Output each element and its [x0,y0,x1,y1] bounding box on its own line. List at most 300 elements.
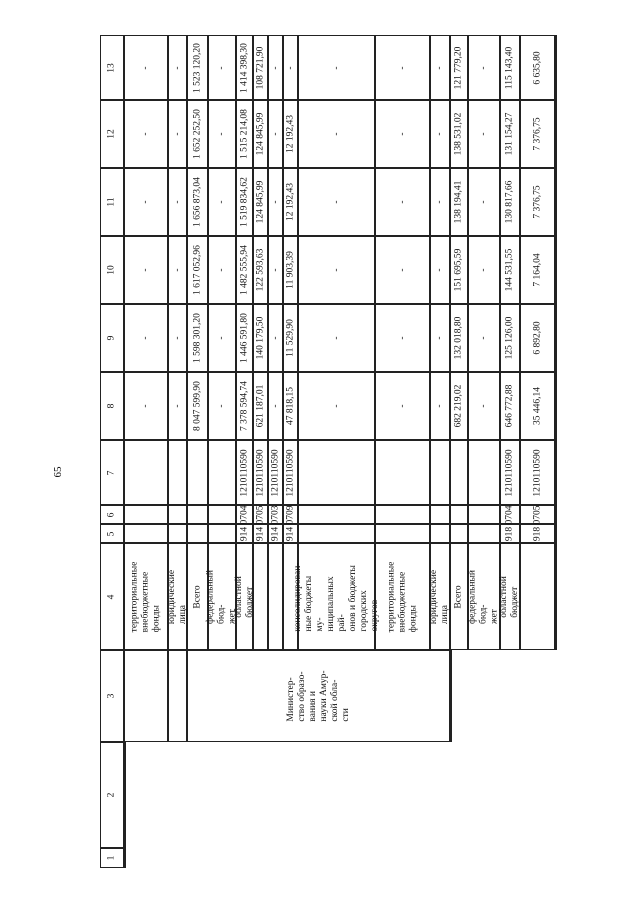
row-3-col-9 [208,304,236,372]
row-6-col-10 [268,236,283,304]
row-15-col-5 [555,524,557,543]
row-12-col-10-text: - [478,268,489,272]
row-0-col-13 [124,35,168,100]
header-col-5 [100,524,124,543]
row-8-col-10-text: - [331,268,341,272]
row-3-col-7 [208,440,236,505]
row-4-col-5 [236,524,253,543]
row-8-col-12 [298,100,375,168]
header-col-4-text: 4 [106,594,117,599]
row-10-col-11-text: - [434,200,445,204]
row-3-col-4 [205,543,238,650]
row-11-col-7 [450,440,468,505]
row-8-col-5 [298,524,375,543]
row-0-col-11-text: - [140,200,151,204]
row-1-col-10-text: - [172,268,182,272]
row-4-col-5-text: 914 [239,526,249,541]
row-12-col-8 [468,372,500,440]
row-6-col-6-text: 0703 [270,505,280,524]
row-14-col-6 [520,505,555,524]
row-7-col-8-text: 47 818,15 [285,387,295,425]
row-15-col-6 [555,505,557,524]
row-7-col-11-text: 12 192,43 [285,183,295,221]
row-13-col-11-text: 130 817,66 [504,180,515,224]
row-0-col-12 [124,100,168,168]
row-6-col-5 [268,524,283,543]
row-2-col-8 [187,372,208,440]
row-3-col-11 [208,168,236,236]
row-11-col-10-text: 151 695,59 [453,248,464,292]
row-5-col-7-text: 1210110590 [255,448,265,497]
row-3-col-6 [208,505,236,524]
row-11-col-13-text: 121 779,20 [453,46,464,89]
row-12-col-13-text: - [478,65,489,70]
row-1-col-4-text: юридические лица [166,569,188,624]
row-14-col-8 [520,372,555,440]
row-10-col-10-text: - [434,268,445,272]
row-5-col-5-text: 914 [255,526,265,541]
row-9-col-11-text: - [397,200,407,204]
row-5-col-9-text: 140 179,50 [255,316,265,360]
row-4-col-11-text: 1 519 834,62 [239,177,249,227]
row-14-col-9 [520,304,555,372]
row-12-col-8-text: - [478,404,489,408]
ministry-health [450,650,452,742]
row-7-col-12 [283,100,298,168]
row-9-col-4 [375,543,430,650]
row-14-col-5-text: 918 [532,526,542,541]
row-13-col-7 [500,440,520,505]
header-col-2 [100,742,124,848]
row-11-col-9 [450,304,468,372]
row-15-col-9 [555,304,557,372]
header-col-6 [100,505,124,524]
row-3-col-12-text: - [216,132,227,136]
row-6-col-12-text: - [270,132,280,136]
row-4-col-11 [236,168,253,236]
row-6-col-12 [268,100,283,168]
row-2-col-11 [187,168,208,236]
row-10-col-4-text: юридические лица [429,569,450,624]
row-11-col-11 [450,168,468,236]
row-4-col-4-text: областной бюджет [233,575,255,618]
col-1-body [124,848,126,868]
header-col-7 [100,440,124,505]
row-12-col-4 [468,543,500,650]
row-14-col-9-text: 6 892,80 [532,321,542,355]
row-12-col-11-text: - [478,200,489,204]
row-2-col-12 [187,100,208,168]
row-2-col-5 [187,524,208,543]
row-6-col-5-text: 914 [270,526,280,541]
row-12-col-9-text: - [478,336,489,340]
row-13-col-13-text: 115 143,40 [504,46,515,89]
header-col-4 [100,543,124,650]
row-8-col-13 [298,35,375,100]
row-0-col-12-text: - [140,132,151,136]
row-2-col-9 [187,304,208,372]
row-10-col-8-text: - [434,404,445,408]
row-12-col-4-text: федеральный бюд- жет [467,569,500,624]
row-11-col-9-text: 132 018,80 [453,316,464,360]
row-14-col-12 [520,100,555,168]
row-10-col-8 [430,372,450,440]
row-13-col-6 [500,505,520,524]
row-11-col-4 [450,543,468,650]
header-col-10 [100,236,124,304]
row-2-col-11-text: 1 656 873,04 [192,177,202,227]
row-9-col-13 [375,35,430,100]
row-4-col-13 [236,35,253,100]
row-5-col-4 [253,543,268,650]
row-7-col-6-text: 0709 [285,505,295,524]
row-12-col-12-text: - [478,132,489,136]
row-5-col-9 [253,304,268,372]
row-0-col-10 [124,236,168,304]
row-4-col-10-text: 1 482 555,94 [239,245,249,295]
row-0-col-9-text: - [140,336,151,340]
row-14-col-10-text: 7 164,04 [532,253,542,287]
row-15-col-4-text: ные бюджеты [555,575,557,631]
ministry-cell-prev [124,650,168,742]
row-0-col-10-text: - [140,268,151,272]
row-11-col-13 [450,35,468,100]
row-9-col-10 [375,236,430,304]
row-10-col-7 [430,440,450,505]
row-1-col-12 [168,100,187,168]
header-col-9 [100,304,124,372]
row-5-col-11-text: 124 845,99 [255,180,265,224]
row-11-col-12-text: 138 531,02 [453,112,464,156]
row-2-col-9-text: 1 598 301,20 [192,313,202,363]
row-12-col-13 [468,35,500,100]
header-col-6-text: 6 [106,512,117,517]
row-11-col-5 [450,524,468,543]
row-7-col-5 [283,524,298,543]
row-6-col-13 [268,35,283,100]
row-3-col-10 [208,236,236,304]
row-5-col-13-text: 108 721,90 [255,46,265,89]
row-0-col-8 [124,372,168,440]
row-3-col-8 [208,372,236,440]
row-8-col-11-text: - [331,200,341,204]
header-col-13 [100,35,124,100]
row-12-col-5 [468,524,500,543]
row-0-col-4-text: территориальные внебюджетные фонды [129,561,162,632]
row-2-col-8-text: 8 047 599,90 [192,381,202,431]
row-10-col-6 [430,505,450,524]
row-2-col-7 [187,440,208,505]
col-2-body [124,742,126,848]
row-8-col-4 [292,543,380,650]
row-13-col-7-text: 1210110590 [504,448,515,497]
row-13-col-8 [500,372,520,440]
row-8-col-11 [298,168,375,236]
row-10-col-9 [430,304,450,372]
row-13-col-8-text: 646 772,88 [504,384,515,428]
row-9-col-5 [375,524,430,543]
row-1-col-6 [168,505,187,524]
row-7-col-11 [283,168,298,236]
row-13-col-12-text: 131 154,27 [504,112,515,156]
row-2-col-10-text: 1 617 052,96 [192,245,202,295]
row-11-col-11-text: 138 194,41 [453,180,464,224]
row-0-col-11 [124,168,168,236]
row-1-col-5 [168,524,187,543]
ministry-education-text: Министер- ство образо- вания и науки Амур- ской обла- сти [285,670,351,722]
row-6-col-8 [268,372,283,440]
row-6-col-7-text: 1210110590 [270,448,280,497]
row-15-col-11 [555,168,557,236]
row-10-col-10 [430,236,450,304]
row-14-col-7-text: 1210110590 [532,448,542,497]
row-15-col-11-text [555,200,557,203]
row-10-col-11 [430,168,450,236]
row-6-col-13-text: - [270,65,280,70]
row-14-col-13 [520,35,555,100]
row-11-col-8-text: 682 219,02 [453,384,464,428]
row-15-col-8 [555,372,557,440]
row-9-col-4-text: территориальные внебюджетные фонды [386,561,418,632]
row-7-col-5-text: 914 [285,526,295,541]
row-8-col-7 [298,440,375,505]
header-col-3-text: 3 [106,693,117,699]
row-6-col-7 [268,440,283,505]
row-11-col-12 [450,100,468,168]
row-4-col-13-text: 1 414 398,30 [239,42,249,93]
row-4-col-8 [236,372,253,440]
row-14-col-12-text: 7 376,75 [532,117,542,151]
row-11-col-6 [450,505,468,524]
row-9-col-9 [375,304,430,372]
row-15-col-4 [555,543,557,650]
row-12-col-6 [468,505,500,524]
row-8-col-6 [298,505,375,524]
row-1-col-13 [168,35,187,100]
row-1-col-9 [168,304,187,372]
row-15-col-12 [555,100,557,168]
header-col-11 [100,168,124,236]
header-col-2-text: 2 [106,792,117,798]
row-9-col-8-text: - [397,404,407,408]
row-3-col-12 [208,100,236,168]
ministry-health-text [450,674,452,718]
row-12-col-7 [468,440,500,505]
row-1-col-8 [168,372,187,440]
row-4-col-7-text: 1210110590 [239,448,249,497]
row-6-col-8-text: - [270,404,280,408]
row-5-col-8 [253,372,268,440]
row-10-col-13-text: - [434,65,445,70]
row-14-col-6-text: 0705 [532,505,542,524]
row-3-col-5 [208,524,236,543]
row-5-col-12 [253,100,268,168]
row-10-col-5 [430,524,450,543]
row-7-col-9-text: 11 529,90 [285,319,295,357]
row-14-col-13-text: 6 635,80 [532,50,542,85]
row-12-col-9 [468,304,500,372]
row-4-col-4 [233,543,255,650]
row-14-col-8-text: 35 446,14 [532,387,542,425]
row-5-col-6 [253,505,268,524]
row-7-col-9 [283,304,298,372]
row-11-col-10 [450,236,468,304]
row-3-col-8-text: - [216,404,227,408]
row-9-col-8 [375,372,430,440]
row-6-col-9-text: - [270,336,280,340]
row-13-col-10 [500,236,520,304]
row-15-col-9-text [555,336,557,339]
row-2-col-13 [187,35,208,100]
row-1-col-9-text: - [172,336,182,340]
row-13-col-12 [500,100,520,168]
row-0-col-6 [124,505,168,524]
row-1-col-13-text: - [172,65,182,70]
row-5-col-8-text: 621 187,01 [255,384,265,428]
row-7-col-10-text: 11 903,39 [285,251,295,289]
row-7-col-8 [283,372,298,440]
header-col-11-text: 11 [106,197,117,207]
row-5-col-10-text: 122 593,63 [255,248,265,292]
row-5-col-5 [253,524,268,543]
row-6-col-11 [268,168,283,236]
row-11-col-4-text: Всего [453,584,464,609]
row-9-col-11 [375,168,430,236]
header-col-7-text: 7 [106,470,117,475]
row-14-col-4 [520,543,555,650]
row-5-col-6-text: 0705 [255,505,265,524]
row-2-col-10 [187,236,208,304]
row-13-col-4-text: областной бюджет [499,575,520,618]
header-col-3 [100,650,124,742]
row-3-col-10-text: - [216,268,227,272]
header-col-10-text: 10 [106,265,117,275]
row-0-col-13-text: - [140,65,151,70]
row-14-col-7 [520,440,555,505]
header-col-12 [100,100,124,168]
row-4-col-7 [236,440,253,505]
row-10-col-4 [430,543,450,650]
row-15-col-10-text [555,268,557,271]
row-6-col-10-text: - [270,268,280,272]
row-6-col-4 [268,543,283,650]
row-7-col-13-text: - [285,65,295,70]
row-9-col-12 [375,100,430,168]
row-4-col-9 [236,304,253,372]
row-4-col-6-text: 0704 [239,505,249,524]
row-13-col-5-text: 918 [504,526,515,541]
row-13-col-6-text: 0704 [504,505,515,524]
row-1-col-7 [168,440,187,505]
row-9-col-12-text: - [397,132,407,136]
row-1-col-12-text: - [172,132,182,136]
row-0-col-5 [124,524,168,543]
row-2-col-13-text: 1 523 120,20 [192,42,202,93]
row-12-col-11 [468,168,500,236]
row-8-col-9-text: - [331,336,341,340]
row-5-col-7 [253,440,268,505]
header-col-9-text: 9 [106,335,117,341]
ministry-education [187,650,450,742]
row-13-col-9-text: 125 126,00 [504,316,515,360]
row-12-col-12 [468,100,500,168]
row-6-col-9 [268,304,283,372]
row-4-col-10 [236,236,253,304]
row-15-col-10 [555,236,557,304]
row-11-col-8 [450,372,468,440]
header-col-1 [100,848,124,868]
row-9-col-6 [375,505,430,524]
header-col-5-text: 5 [106,531,117,536]
row-0-col-8-text: - [140,404,151,408]
row-4-col-6 [236,505,253,524]
row-6-col-6 [268,505,283,524]
row-5-col-12-text: 124 845,99 [255,112,265,156]
row-7-col-10 [283,236,298,304]
header-col-8 [100,372,124,440]
row-5-col-11 [253,168,268,236]
row-1-col-11 [168,168,187,236]
row-15-col-8-text [555,404,557,407]
row-2-col-6 [187,505,208,524]
row-3-col-9-text: - [216,336,227,340]
row-8-col-4-text: консолидирован- ные бюджеты му- ниципальных рай- онов и бюджеты городских округов [292,562,380,631]
row-3-col-4-text: федеральный бюд- жет [205,569,238,624]
row-5-col-10 [253,236,268,304]
row-3-col-13 [208,35,236,100]
row-7-col-12-text: 12 192,43 [285,115,295,153]
header-col-1-text: 1 [106,855,117,861]
row-4-col-9-text: 1 446 591,80 [239,313,249,363]
row-15-col-12-text [555,132,557,135]
row-10-col-12 [430,100,450,168]
row-7-col-7 [283,440,298,505]
row-2-col-12-text: 1 652 252,50 [192,109,202,159]
row-13-col-10-text: 144 531,55 [504,248,515,292]
row-1-col-11-text: - [172,200,182,204]
row-0-col-7 [124,440,168,505]
row-12-col-10 [468,236,500,304]
row-13-col-13 [500,35,520,100]
row-13-col-11 [500,168,520,236]
row-3-col-11-text: - [216,200,227,204]
row-8-col-8-text: - [331,404,341,408]
row-8-col-8 [298,372,375,440]
row-14-col-10 [520,236,555,304]
page-number: 65 [52,466,64,478]
row-14-col-11-text: 7 376,75 [532,185,542,219]
header-col-12-text: 12 [106,129,117,139]
row-0-col-4 [124,543,168,650]
row-4-col-12-text: 1 515 214,08 [239,109,249,159]
row-3-col-13-text: - [216,65,227,70]
row-5-col-13 [253,35,268,100]
row-15-col-13-text [555,66,557,69]
row-9-col-13-text: - [397,65,407,70]
row-7-col-7-text: 1210110590 [285,448,295,497]
row-7-col-6 [283,505,298,524]
row-10-col-12-text: - [434,132,445,136]
row-9-col-7 [375,440,430,505]
row-1-col-8-text: - [172,404,182,408]
row-8-col-12-text: - [331,132,341,136]
row-7-col-13 [283,35,298,100]
row-10-col-9-text: - [434,336,445,340]
row-8-col-9 [298,304,375,372]
row-4-col-8-text: 7 378 594,74 [239,381,249,431]
row-1-col-4 [168,543,187,650]
row-10-col-13 [430,35,450,100]
